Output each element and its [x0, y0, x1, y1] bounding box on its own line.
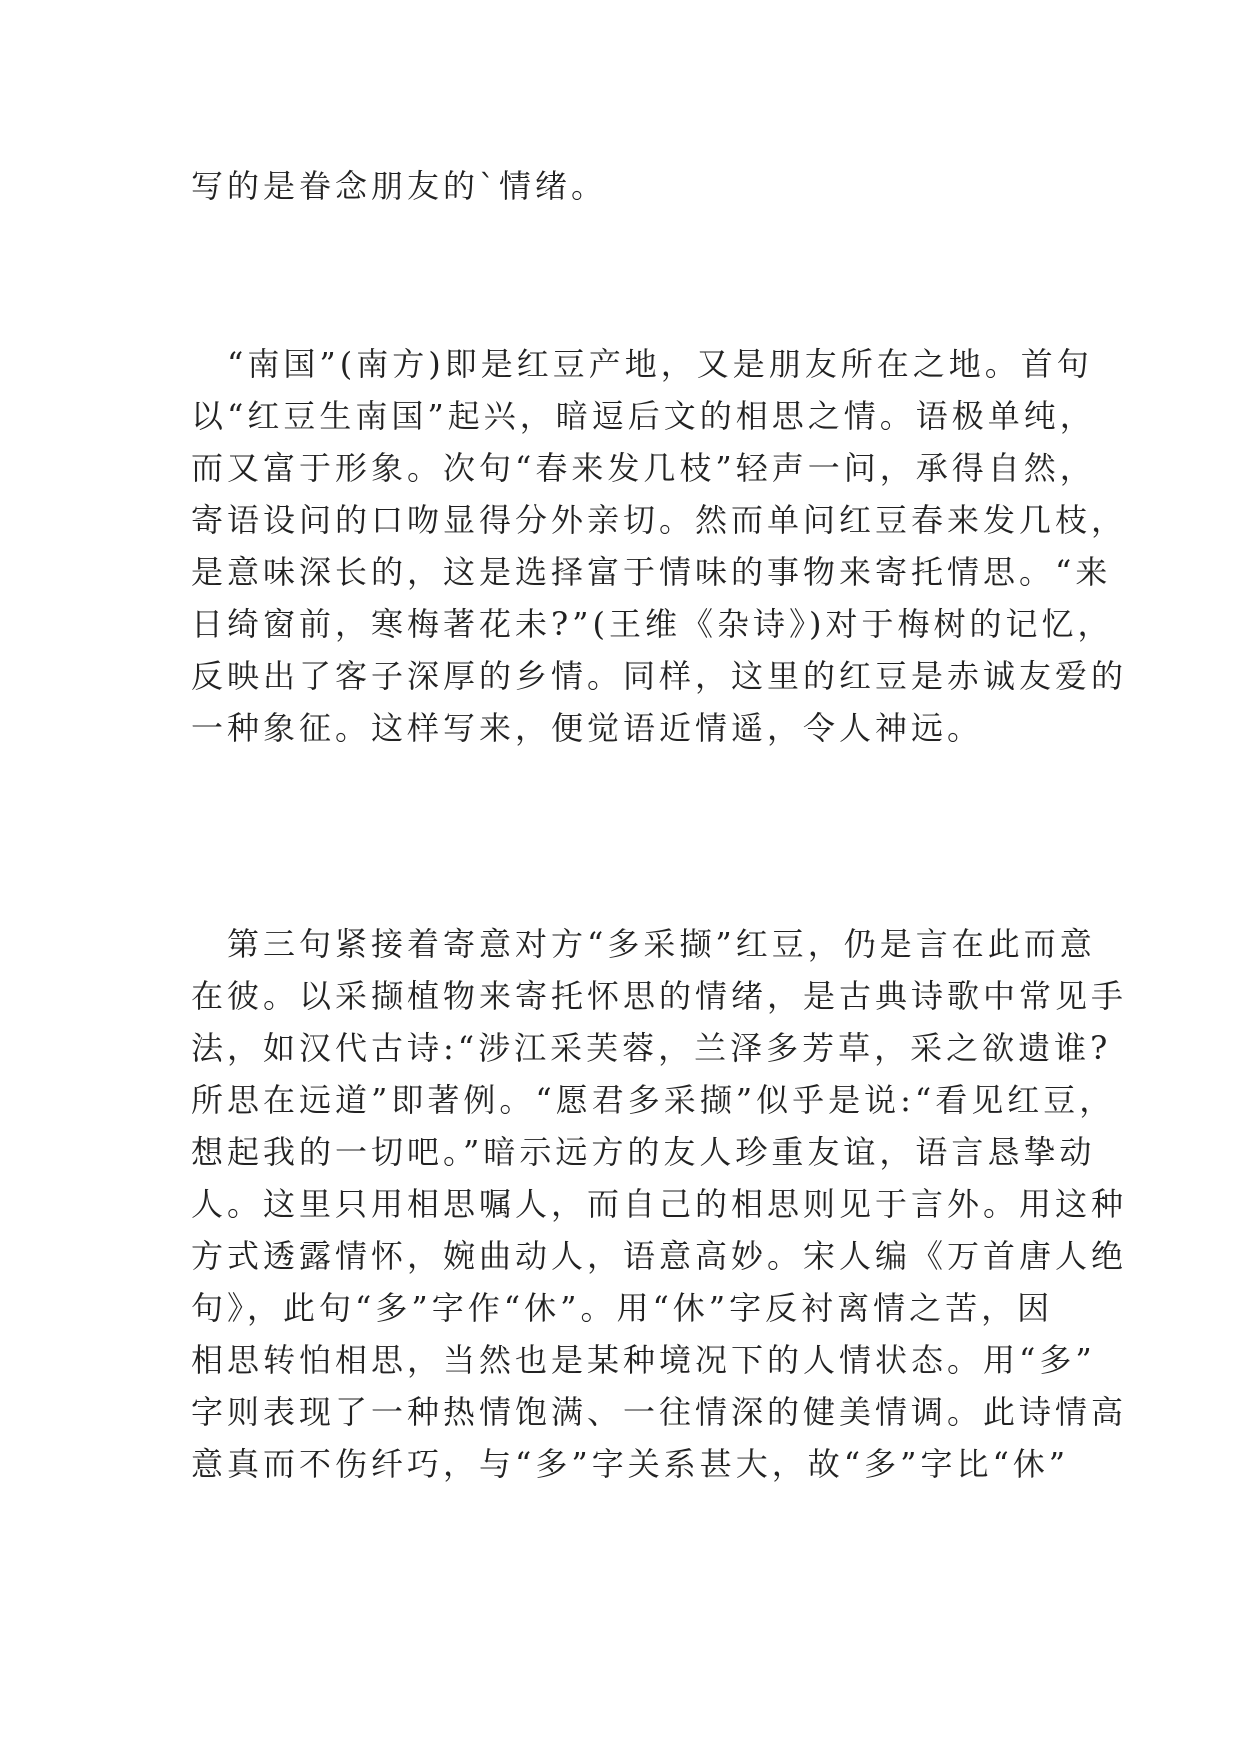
text-line: 而又富于形象。次句“春来发几枝”轻声一问，承得自然， — [191, 449, 1096, 487]
paragraph-1 — [191, 160, 1071, 212]
paragraph-2 — [191, 338, 1128, 754]
text-line: 人。这里只用相思嘱人，而自己的相思则见于言外。用这种 — [191, 1185, 1128, 1223]
text-line: “南国”(南方)即是红豆产地，又是朋友所在之地。首句 — [191, 345, 1093, 383]
text-line: 日绮窗前，寒梅著花未?”(王维《杂诗》)对于梅树的记忆， — [191, 605, 1114, 643]
text-line: 一种象征。这样写来，便觉语近情遥，令人神远。 — [191, 709, 984, 747]
paragraph-3 — [191, 918, 1128, 1490]
text-line: 写的是眷念朋友的`情绪。 — [191, 167, 608, 205]
text-line: 相思转怕相思，当然也是某种境况下的人情状态。用“多” — [191, 1341, 1096, 1379]
text-line: 所思在远道”即著例。“愿君多采撷”似乎是说:“看见红豆， — [191, 1081, 1116, 1119]
text-line: 是意味深长的，这是选择富于情味的事物来寄托情思。“来 — [191, 553, 1112, 591]
text-line: 反映出了客子深厚的乡情。同样，这里的红豆是赤诚友爱的 — [191, 657, 1128, 695]
text-line: 方式透露情怀，婉曲动人，语意高妙。宋人编《万首唐人绝 — [191, 1237, 1128, 1275]
text-line: 在彼。以采撷植物来寄托怀思的情绪，是古典诗歌中常见手 — [191, 977, 1128, 1015]
text-line: 意真而不伤纤巧，与“多”字关系甚大，故“多”字比“休” — [191, 1445, 1070, 1483]
text-line: 寄语设问的口吻显得分外亲切。然而单问红豆春来发几枝， — [191, 501, 1128, 539]
text-line: 法，如汉代古诗:“涉江采芙蓉，兰泽多芳草，采之欲遗谁? — [191, 1029, 1112, 1067]
text-line: 字则表现了一种热情饱满、一往情深的健美情调。此诗情高 — [191, 1393, 1128, 1431]
text-line: 句》，此句“多”字作“休”。用“休”字反衬离情之苦，因 — [191, 1289, 1054, 1327]
text-line: 以“红豆生南国”起兴，暗逗后文的相思之情。语极单纯， — [191, 397, 1096, 435]
text-line: 想起我的一切吧。”暗示远方的友人珍重友谊，语言恳挚动 — [191, 1133, 1096, 1171]
text-line: 第三句紧接着寄意对方“多采撷”红豆，仍是言在此而意 — [191, 925, 1096, 963]
